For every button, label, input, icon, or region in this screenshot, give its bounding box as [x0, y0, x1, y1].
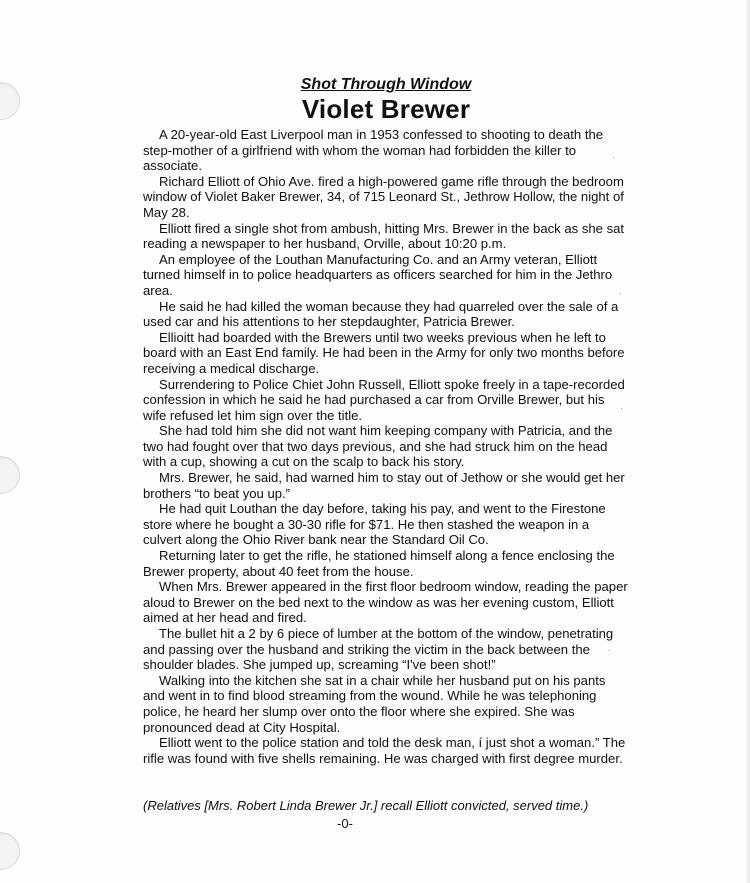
scan-speck: ·: [619, 289, 622, 298]
article-paragraph: He said he had killed the woman because they had quarreled over the sale of a used car and his attentions to her stepdaughter, Patricia Brewer.: [143, 298, 619, 330]
article-paragraph: The bullet hit a 2 by 6 piece of lumber at the bottom of the window, penetrating and passing over the husband and striking the victim in the back between the shoulder blades. She jumped up, screaming “I've been shot!”: [143, 626, 614, 673]
article-title: Violet Brewer: [301, 94, 471, 124]
article-subtitle: Shot Through Window: [300, 76, 472, 93]
article-paragraph: Mrs. Brewer, he said, had warned him to stay out of Jethow or she would get her brothers “to beat you up.”: [143, 470, 625, 501]
article-paragraph: Walking into the kitchen she sat in a chair while her husband put on his pants and went in to find blood streaming from the wound. While he was telephoning police, he heard her slump over onto the floor where she expired. She was pronounced dead at City Hospital.: [143, 672, 606, 735]
article-paragraph: Surrendering to Police Chiet John Russell, Elliott spoke freely in a tape-recorded confession in which he said he had purchased a car from Orville Brewer, but his wife refused let him sign over the title.: [143, 376, 625, 423]
page-edge: [746, 0, 750, 883]
article-paragraph: Elliott fired a single shot from ambush, hitting Mrs. Brewer in the back as she sat reading a newspaper to her husband, Orville, about 10:20 p.m.: [143, 220, 625, 252]
relatives-note: (Relatives [Mrs. Robert Linda Brewer Jr.] recall Elliott convicted, served time.): [143, 798, 589, 813]
article-paragraph: Richard Elliott of Ohio Ave. fired a high-powered game rifle through the bedroom window of Violet Baker Brewer, 34, of 715 Leonard St., Jethrow Hollow, the night of May 28.: [143, 173, 624, 220]
article-paragraph: He had quit Louthan the day before, taking his pay, and went to the Firestone store where he bought a 30-30 rifle for $71. He then stashed the weapon in a culvert along the Ohio River bank near the Standard Oil Co.: [143, 501, 606, 548]
scan-speck: ·: [608, 646, 611, 655]
binder-hole-middle: [0, 456, 20, 494]
article-body: [143, 127, 628, 766]
binder-hole-bottom: [0, 832, 20, 870]
article-paragraph: When Mrs. Brewer appeared in the first floor bedroom window, reading the paper aloud to Brewer on the bed next to the window as was her evening custom, Elliott aimed at her head and fired.: [143, 579, 628, 626]
end-mark: -0-: [337, 816, 353, 831]
article-paragraph: Returning later to get the rifle, he stationed himself along a fence enclosing the Brewer property, about 40 feet from the house.: [143, 548, 615, 579]
article-paragraph: A 20-year-old East Liverpool man in 1953 confessed to shooting to death the step-mother of a girlfriend with whom the woman had forbidden the killer to associate.: [143, 127, 604, 174]
article-paragraph: She had told him she did not want him keeping company with Patricia, and the two had fought over that two days previous, and she had struck him on the head with a cup, showing a cut on the scalp to back his story.: [143, 423, 613, 470]
article-paragraph: An employee of the Louthan Manufacturing Co. and an Army veteran, Elliott turned himself in to police headquarters as officers searched for him in the Jethro area.: [143, 251, 613, 298]
scan-speck: ·: [612, 153, 615, 162]
article-paragraph: Ellioitt had boarded with the Brewers until two weeks previous when he left to board with an East End family. He had been in the Army for only two months before receiving a medical discharge.: [143, 329, 625, 376]
article-paragraph: Elliott went to the police station and told the desk man, í just shot a woman.” The rifle was found with five shells remaining. He was charged with first degree murder.: [143, 735, 626, 766]
scan-speck: ·: [620, 404, 623, 413]
